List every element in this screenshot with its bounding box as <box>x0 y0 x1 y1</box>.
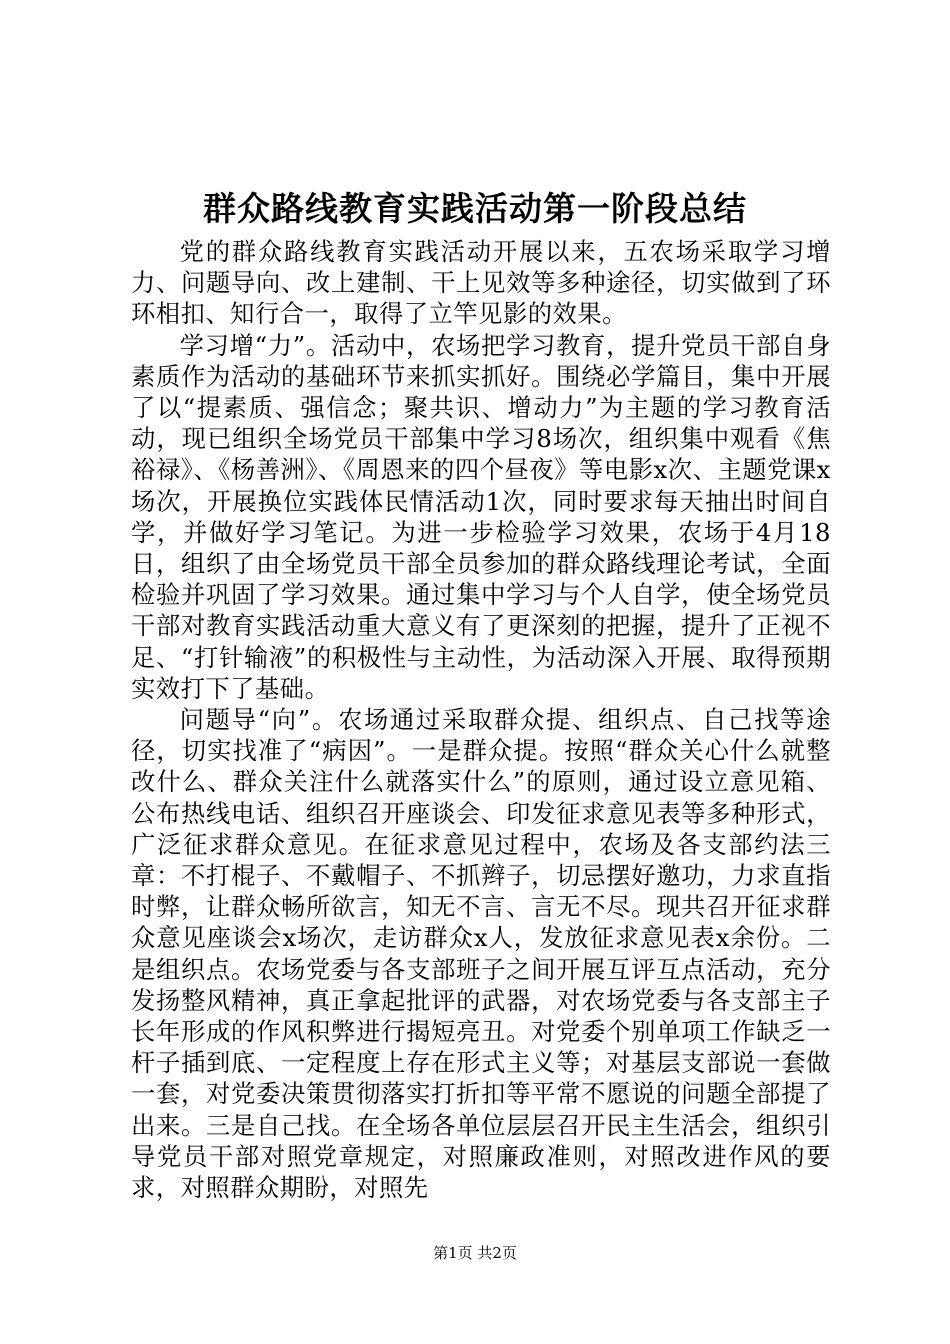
document-body <box>131 236 831 1203</box>
paragraph-intro: 党的群众路线教育实践活动开展以来，五农场采取学习增力、问题导向、改上建制、干上见效等多种途径，切实做到了环环相扣、知行合一，取得了立竿见影的效果。 <box>131 237 831 329</box>
paragraph-problem: 问题导“向”。农场通过采取群众提、组织点、自己找等途径，切实找准了“病因”。一是群众提。按照“群众关心什么就整改什么、群众关注什么就落实什么”的原则，通过设立意见箱、公布热线电话、组织召开座谈会、印发征求意见表等多种形式，广泛征求群众意见。在征求意见过程中，农场及各支部约法三章：不打棍子、不戴帽子、不抓辫子，切忌摆好邀功，力求直指时弊，让群众畅所欲言，知无不言、言无不尽。现共召开征求群众意见座谈会x场次，走访群众x人，发放征求意见表x余份。二是组织点。农场党委与各支部班子之间开展互评互点活动，充分发扬整风精神，真正拿起批评的武器，对农场党委与各支部主子长年形成的作风积弊进行揭短亮丑。对党委个别单项工作缺乏一杆子插到底、一定程度上存在形式主义等；对基层支部说一套做一套，对党委决策贯彻落实打折扣等平常不愿说的问题全部提了出来。三是自己找。在全场各单位层层召开民主生活会，组织引导党员干部对照党章规定，对照廉政准则，对照改进作风的要求，对照群众期盼，对照先 <box>131 705 831 1203</box>
document-title: 群众路线教育实践活动第一阶段总结 <box>203 189 747 228</box>
paragraph-study: 学习增“力”。活动中，农场把学习教育，提升党员干部自身素质作为活动的基础环节来抓实抓好。围绕必学篇目，集中开展了以“提素质、强信念；聚共识、增动力”为主题的学习教育活动，现已组织全场党员干部集中学习8场次，组织集中观看《焦裕禄》、《杨善洲》、《周恩来的四个昼夜》等电影x次、主题党课x场次，开展换位实践体民情活动1次，同时要求每天抽出时间自学，并做好学习笔记。为进一步检验学习效果，农场于4月18日，组织了由全场党员干部全员参加的群众路线理论考试，全面检验并巩固了学习效果。通过集中学习与个人自学，使全场党员干部对教育实践活动重大意义有了更深刻的把握，提升了正视不足、“打针输液”的积极性与主动性，为活动深入开展、取得预期实效打下了基础。 <box>131 330 831 703</box>
page-footer: 第1页 共2页 <box>433 1244 517 1262</box>
